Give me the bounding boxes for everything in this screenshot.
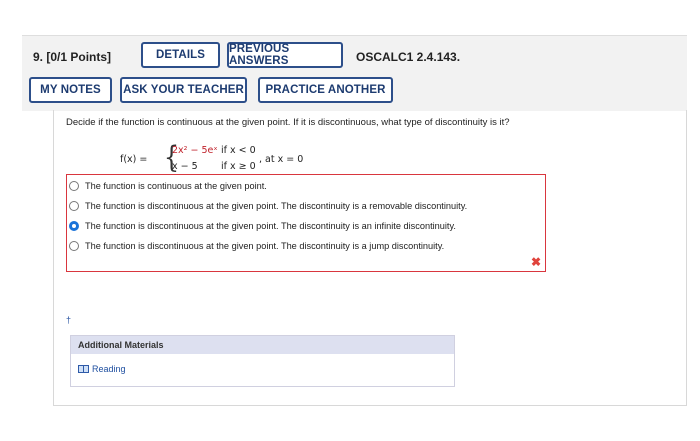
option-jump[interactable] <box>69 238 444 254</box>
piece-2-expression <box>172 161 198 172</box>
question-header <box>22 35 687 111</box>
question-body <box>53 110 687 406</box>
option-2-label: The function is discontinuous at the given point. The discontinuity is a removable discontinuity. <box>85 201 468 211</box>
question-number-points: 9. [0/1 Points] <box>33 50 112 64</box>
practice-another-button[interactable]: PRACTICE ANOTHER <box>258 77 393 103</box>
incorrect-x-icon: ✖ <box>530 255 541 269</box>
option-1-label: The function is continuous at the given point. <box>85 181 267 191</box>
option-infinite[interactable] <box>69 218 456 234</box>
answer-choices <box>66 174 546 272</box>
ask-your-teacher-button[interactable]: ASK YOUR TEACHER <box>120 77 247 103</box>
question-prompt: Decide if the function is continuous at the given point. If it is discontinuous, what type of discontinuity is it? <box>66 117 510 128</box>
question-code: OSCALC1 2.4.143. <box>356 50 461 64</box>
additional-materials-title: Additional Materials <box>71 336 454 354</box>
piece-1-expression: 2x² − 5eˣ <box>172 145 218 156</box>
footnote-dagger: † <box>66 315 72 325</box>
option-removable[interactable] <box>69 198 467 214</box>
radio-option-2[interactable] <box>69 201 79 211</box>
reading-link-label[interactable]: Reading <box>92 364 126 374</box>
previous-answers-button[interactable]: PREVIOUS ANSWERS <box>227 42 343 68</box>
radio-option-4[interactable] <box>69 241 79 251</box>
piece-2-condition: if x ≥ 0 <box>221 161 256 172</box>
option-4-label: The function is discontinuous at the given point. The discontinuity is a jump discontinuity. <box>85 241 445 251</box>
my-notes-button[interactable]: MY NOTES <box>29 77 112 103</box>
radio-option-3-selected[interactable] <box>69 221 79 231</box>
radio-option-1[interactable] <box>69 181 79 191</box>
piece-1-condition: if x < 0 <box>221 145 256 156</box>
reading-link[interactable] <box>78 364 126 374</box>
option-continuous[interactable] <box>69 178 267 194</box>
details-button[interactable]: DETAILS <box>141 42 220 68</box>
book-icon <box>78 365 89 373</box>
evaluation-point: , at x = 0 <box>259 154 304 165</box>
piece-2-value: x − 5 <box>172 161 198 172</box>
additional-materials-panel <box>70 335 455 387</box>
brace-symbol: { <box>163 140 180 175</box>
function-lhs: f(x) = <box>120 154 148 165</box>
option-3-label: The function is discontinuous at the given point. The discontinuity is an infinite discontinuity. <box>85 221 456 231</box>
